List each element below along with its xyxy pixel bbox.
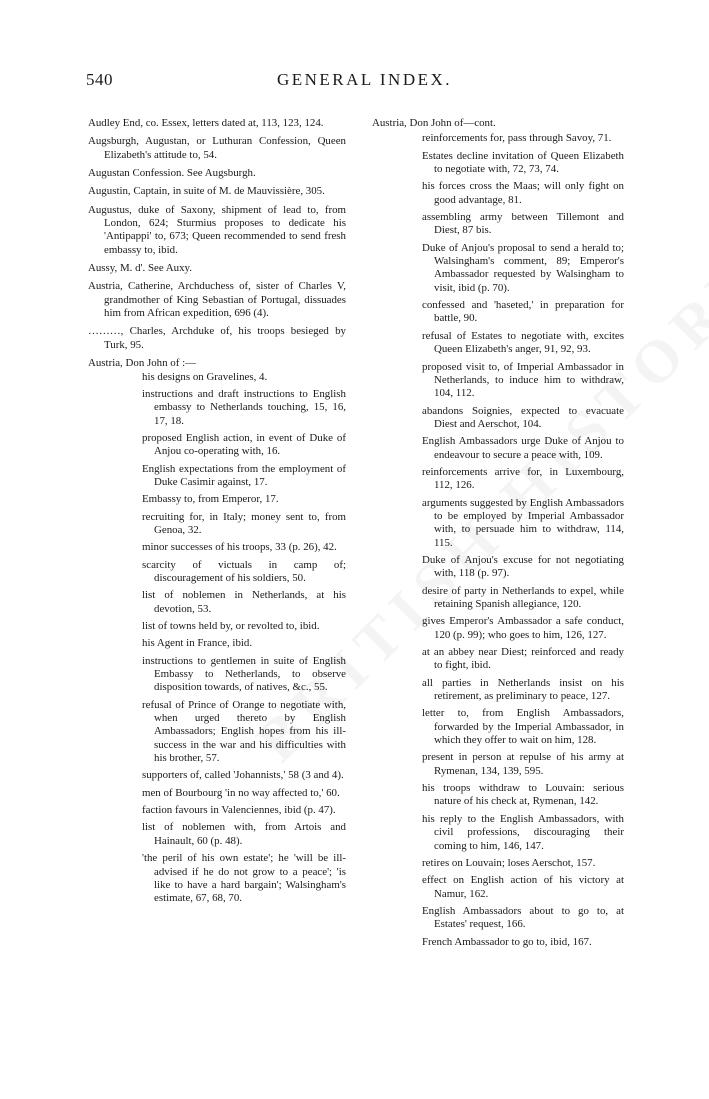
index-subentry: reinforcements for, pass through Savoy, 71.	[422, 132, 612, 145]
page-number: 540	[86, 70, 113, 89]
index-subentry: minor successes of his troops, 33 (p. 26), 42.	[142, 541, 337, 554]
index-subentry: English expectations from the employment of Duke Casimir against, 17.	[142, 462, 346, 488]
index-subentry: English Ambassadors urge Duke of Anjou to endeavour to secure a peace with, 109.	[422, 435, 624, 461]
index-subentry: arguments suggested by English Ambassadors to be employed by Imperial Ambassador with, to persuade him to withdraw, 114, 115.	[422, 496, 624, 549]
index-subentry: at an abbey near Diest; reinforced and ready to fight, ibid.	[422, 646, 624, 672]
index-subentry: list of noblemen with, from Artois and Hainault, 60 (p. 48).	[142, 821, 346, 847]
index-subentry: Duke of Anjou's proposal to send a herald to; Walsingham's comment, 89; Emperor's Ambassador requested by Walsingham to visit, ibid (p. 70).	[422, 241, 624, 294]
index-subentry: supporters of, called 'Johannists,' 58 (3 and 4).	[142, 769, 344, 782]
index-subentry: refusal of Estates to negotiate with, excites Queen Elizabeth's anger, 91, 92, 93.	[422, 329, 624, 356]
index-subentry: abandons Soignies, expected to evacuate Diest and Aerschot, 104.	[422, 404, 624, 430]
index-subentry: 'the peril of his own estate'; he 'will be ill-advised if he do not grow to a peace'; 'is like to have a hard bargain'; Walsingham's estimate, 67, 68, 70.	[142, 852, 346, 905]
index-subentry: his reply to the English Ambassadors, with civil professions, discouraging their coming to him, 146, 147.	[422, 812, 624, 852]
index-subentry: list of towns held by, or revolted to, ibid.	[142, 620, 320, 632]
index-subentry: all parties in Netherlands insist on his retirement, as preliminary to peace, 127.	[422, 676, 624, 703]
index-subentry: his designs on Gravelines, 4.	[142, 370, 268, 383]
index-subentry: instructions and draft instructions to English embassy to Netherlands touching, 15, 16, 17, 18.	[142, 387, 346, 427]
index-entry	[88, 117, 346, 130]
index-subentry: list of noblemen in Netherlands, at his devotion, 53.	[142, 589, 346, 615]
index-subentry: his Agent in France, ibid.	[142, 637, 253, 650]
index-entry	[88, 204, 346, 257]
index-entry	[88, 262, 346, 275]
index-entry	[88, 280, 346, 320]
index-subentry: present in person at repulse of his army at Rymenan, 134, 139, 595.	[422, 751, 624, 777]
index-subentry: instructions to gentlemen in suite of English Embassy to Netherlands, to observe disposition towards, of natives, &c., 55.	[142, 654, 346, 694]
index-subentry: Duke of Anjou's excuse for not negotiating with, 118 (p. 97).	[422, 553, 624, 580]
index-entry-heading: Austria, Don John of :—	[88, 357, 196, 370]
index-subentry: reinforcements arrive for, in Luxembourg, 112, 126.	[422, 465, 624, 492]
index-subentry: retires on Louvain; loses Aerschot, 157.	[422, 856, 596, 869]
index-entry-heading: ………, Charles, Archduke of, his troops besieged by Turk, 95.	[88, 325, 346, 351]
index-subentry: proposed English action, in event of Duke of Anjou co-operating with, 16.	[142, 431, 346, 458]
index-entry	[88, 357, 346, 905]
index-entry-heading: Austria, Catherine, Archduchess of, sister of Charles V, grandmother of King Sebastian of Portugal, dissuades him from African expedition, 696 (4).	[88, 280, 346, 320]
index-entry	[88, 135, 346, 162]
index-subentry: refusal of Prince of Orange to negotiate with, when urged thereto by English Ambassadors; English hopes from his ill-success in the war and his difficulties with his brother, 57.	[142, 698, 346, 765]
index-subentry: effect on English action of his victory at Namur, 162.	[422, 874, 624, 900]
index-subentry: Estates decline invitation of Queen Elizabeth to negotiate with, 72, 73, 74.	[422, 149, 624, 176]
index-subentry: English Ambassadors about to go to, at Estates' request, 166.	[422, 904, 624, 931]
index-subentry: scarcity of victuals in camp of; discouragement of his soldiers, 50.	[142, 558, 346, 584]
index-subentry: French Ambassador to go to, ibid, 167.	[422, 935, 592, 948]
right-column	[372, 117, 624, 953]
index-entry-heading: Aussy, M. d'. See Auxy.	[88, 262, 193, 275]
index-entry-heading: Augustin, Captain, in suite of M. de Mauvissière, 305.	[88, 185, 325, 198]
index-entry-heading: Augustan Confession. See Augsburgh.	[88, 167, 256, 180]
index-entry-heading: Augsburgh, Augustan, or Luthuran Confession, Queen Elizabeth's attitude to, 54.	[88, 135, 346, 161]
index-subentry: his troops withdraw to Louvain: serious nature of his check at, Rymenan, 142.	[422, 782, 624, 808]
index-subentry: letter to, from English Ambassadors, forwarded by the Imperial Ambassador, in which they offer to wait on him, 128.	[422, 707, 624, 747]
left-column	[88, 117, 346, 911]
index-subentry: men of Bourbourg 'in no way affected to,' 60.	[142, 786, 340, 799]
index-entry	[88, 325, 346, 352]
index-subentry: confessed and 'haseted,' in preparation for battle, 90.	[422, 299, 624, 325]
index-entry-heading: Audley End, co. Essex, letters dated at, 113, 123, 124.	[88, 117, 324, 129]
index-subentry: desire of party in Netherlands to expel, while retaining Spanish allegiance, 120.	[422, 584, 624, 610]
index-subentry: proposed visit to, of Imperial Ambassador in Netherlands, to induce him to withdraw, 104, 112.	[422, 360, 624, 400]
index-entry	[88, 185, 346, 198]
page-title: GENERAL INDEX.	[276, 70, 453, 89]
index-subentry: assembling army between Tillemont and Diest, 87 bis.	[422, 211, 624, 237]
index-entry-heading: Augustus, duke of Saxony, shipment of lead to, from London, 624; Sturmius proposes to dedicate his 'Antipappi' to, 673; Queen recommended to send fresh embassy to, ibid.	[88, 203, 346, 256]
index-subentry: faction favours in Valenciennes, ibid (p. 47).	[142, 804, 336, 817]
index-subentry: recruiting for, in Italy; money sent to, from Genoa, 32.	[142, 510, 346, 536]
index-subentry: his forces cross the Maas; will only fight on good advantage, 81.	[422, 180, 624, 206]
index-subentry: gives Emperor's Ambassador a safe conduct, 120 (p. 99); who goes to him, 126, 127.	[422, 615, 624, 641]
index-subentry: Embassy to, from Emperor, 17.	[142, 493, 279, 506]
continued-entry-heading: Austria, Don John of—cont.	[372, 117, 496, 129]
index-entry	[88, 167, 346, 180]
